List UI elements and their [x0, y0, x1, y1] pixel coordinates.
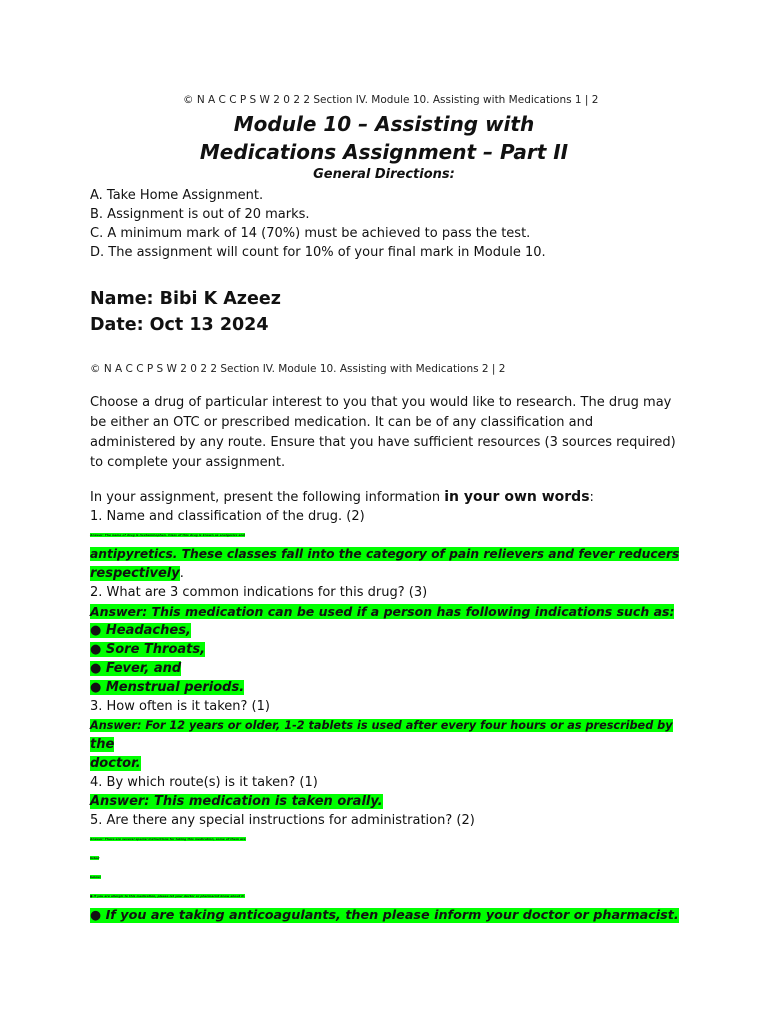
present-suffix: :	[589, 490, 594, 505]
direction-a: A. Take Home Assignment.	[90, 188, 264, 203]
answer-1	[90, 526, 679, 583]
question-2: 2. What are 3 common indications for this drug? (3)	[90, 585, 428, 600]
present-instruction	[90, 488, 594, 507]
answer-1-tail: .	[179, 566, 184, 581]
question-3: 3. How often is it taken? (1)	[90, 699, 270, 714]
present-prefix: In your assignment, present the following information	[90, 490, 445, 505]
intro-paragraph: Choose a drug of particular interest to you that you would like to research. The drug may be either an OTC or prescribed medication. It can be of any classification and administered by any route. Ensure that you have sufficient resources (3 sources required) to complete your assignment.	[90, 395, 676, 470]
direction-c: C. A minimum mark of 14 (70%) must be achieved to pass the test.	[90, 226, 531, 241]
answer-2-line: Answer: This medication can be used if a person has following indications such as:	[90, 604, 675, 619]
answer-5-line: listed	[90, 856, 100, 860]
direction-d: D. The assignment will count for 10% of your final mark in Module 10.	[90, 245, 546, 260]
answer-5-bullet: ● If you are taking anticoagulants, then please inform your doctor or pharmacist.	[90, 908, 679, 923]
question-4: 4. By which route(s) is it taken? (1)	[90, 775, 318, 790]
submission-date: Date: Oct 13 2024	[90, 315, 269, 335]
answer-2-bullet: ● Fever, and	[90, 661, 182, 676]
answer-2-bullet: ● Menstrual periods.	[90, 680, 245, 695]
answer-1-line: Answer: The name of drug is Acetaminophen. Class of this drug is known as analgesics and	[90, 533, 245, 537]
general-directions-heading: General Directions:	[313, 167, 455, 182]
answer-5-line: Answer: There are several special instructions for taking this medication, some of them are	[90, 837, 246, 841]
answer-3	[90, 716, 673, 773]
student-name: Name: Bibi K Azeez	[90, 289, 281, 309]
answer-4-line: Answer: This medication is taken orally.	[90, 794, 383, 809]
answer-4	[90, 792, 383, 811]
answer-3-line: doctor.	[90, 756, 141, 771]
title-line-2: Medications Assignment – Part II	[199, 140, 569, 164]
answer-2-bullet: ● Headaches,	[90, 623, 191, 638]
page-header-1: © N A C C P S W 2 0 2 2 Section IV. Module 10. Assisting with Medications 1 | 2	[183, 94, 599, 106]
answer-5-line: below:	[90, 875, 102, 879]
answer-3-line: Answer: For 12 years or older, 1-2 tablets is used after every four hours or as prescribed by	[90, 719, 673, 732]
answer-5-bullet: ● If you are allergic to this medication, please let your doctor or pharmacist know about it.	[90, 894, 245, 898]
answer-2-bullet: ● Sore Throats,	[90, 642, 206, 657]
question-5: 5. Are there any special instructions for administration? (2)	[90, 813, 475, 828]
answer-2	[90, 602, 674, 697]
question-1: 1. Name and classification of the drug. (2)	[90, 509, 365, 524]
present-bold: in your own words	[444, 489, 590, 505]
answer-3-line: the	[90, 737, 115, 752]
direction-b: B. Assignment is out of 20 marks.	[90, 207, 310, 222]
page-header-2: © N A C C P S W 2 0 2 2 Section IV. Module 10. Assisting with Medications 2 | 2	[90, 363, 506, 375]
answer-5	[90, 830, 679, 925]
answer-1-line: antipyretics. These classes fall into the category of pain relievers and fever reducers	[90, 547, 680, 561]
title-line-1: Module 10 – Assisting with	[233, 112, 535, 136]
answer-1-line: respectively	[90, 566, 180, 581]
